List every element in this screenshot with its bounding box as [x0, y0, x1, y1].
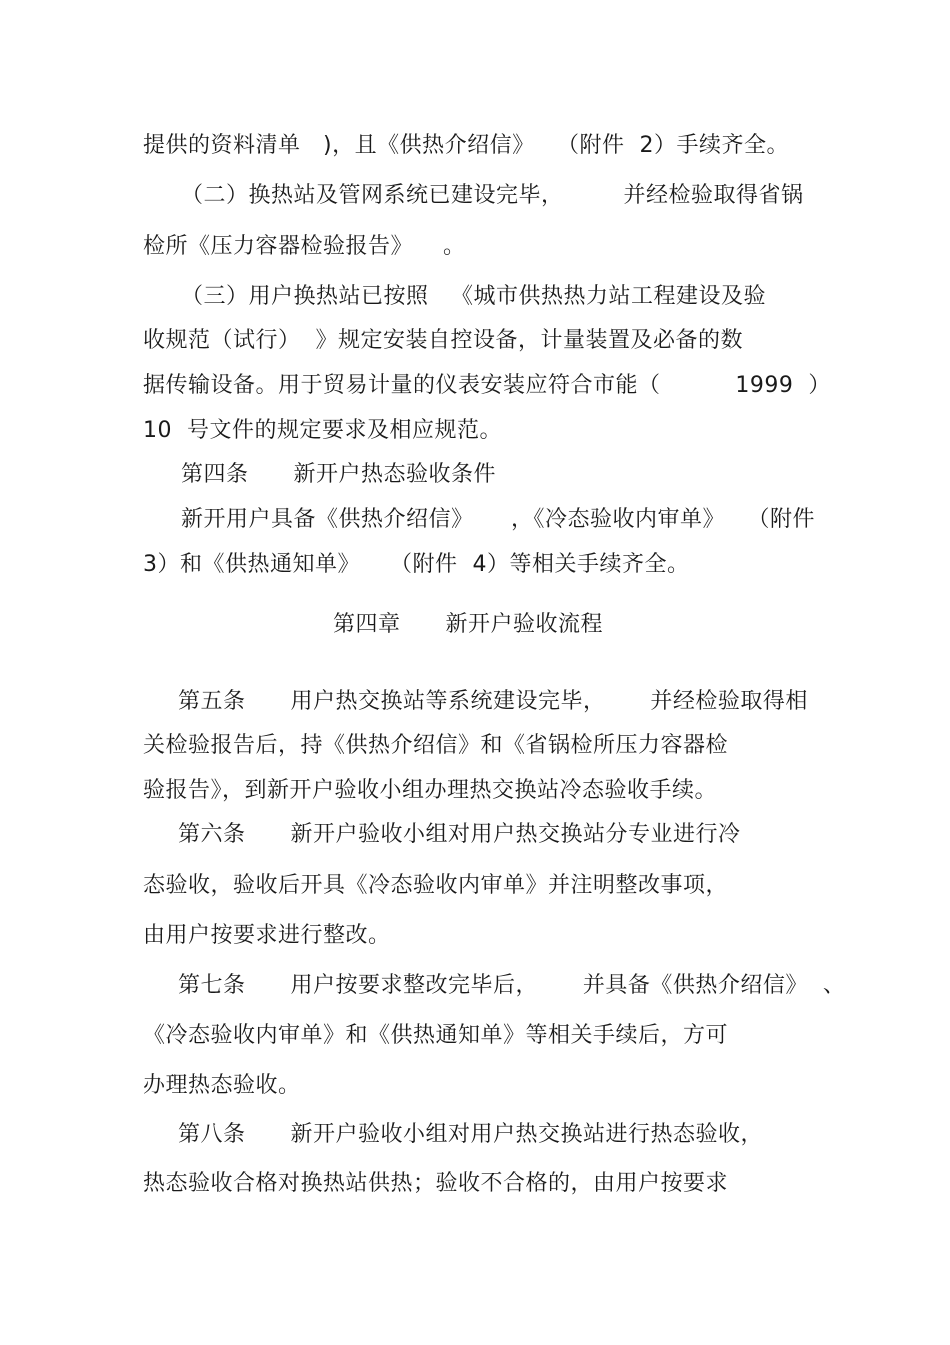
text-line: 验报告》，到新开户验收小组办理热交换站冷态验收手续。 [143, 778, 718, 803]
text-line: 办理热态验收。 [143, 1073, 301, 1098]
text-line: 10 号文件的规定要求及相应规范。 [143, 418, 502, 443]
chapter-heading: 第四章 新开户验收流程 [333, 612, 603, 637]
text-line: 提供的资料清单 )，且《供热介绍信》 （附件 2）手续齐全。 [143, 133, 790, 158]
text-line: 第八条 新开户验收小组对用户热交换站进行热态验收， [178, 1122, 763, 1147]
text-line: 由用户按要求进行整改。 [143, 923, 391, 948]
text-line: 《冷态验收内审单》和《供热通知单》等相关手续后，方可 [143, 1023, 729, 1048]
text-line: 热态验收合格对换热站供热；验收不合格的，由用户按要求 [143, 1171, 729, 1196]
text-line: 收规范（试行） 》规定安装自控设备，计量装置及必备的数 [143, 328, 743, 353]
text-line: 态验收，验收后开具《冷态验收内审单》并注明整改事项， [143, 873, 729, 898]
text-line: （二）换热站及管网系统已建设完毕， 并经检验取得省锅 [181, 183, 804, 208]
text-line: 新开用户具备《供热介绍信》 ，《冷态验收内审单》 （附件 [181, 507, 815, 532]
text-line: 3）和《供热通知单》 （附件 4）等相关手续齐全。 [143, 552, 690, 577]
text-line: 第七条 用户按要求整改完毕后， 并具备《供热介绍信》 、 [178, 973, 846, 998]
text-line: 据传输设备。用于贸易计量的仪表安装应符合市能（ 1999 ） [143, 373, 831, 398]
text-line: 检所《压力容器检验报告》 。 [143, 234, 466, 259]
text-line: 关检验报告后，持《供热介绍信》和《省锅检所压力容器检 [143, 733, 729, 758]
text-line: （三）用户换热站已按照 《城市供热热力站工程建设及验 [181, 284, 766, 309]
text-line: 第五条 用户热交换站等系统建设完毕， 并经检验取得相 [178, 689, 808, 714]
section-heading: 第四条 新开户热态验收条件 [181, 462, 496, 487]
text-line: 第六条 新开户验收小组对用户热交换站分专业进行冷 [178, 822, 741, 847]
